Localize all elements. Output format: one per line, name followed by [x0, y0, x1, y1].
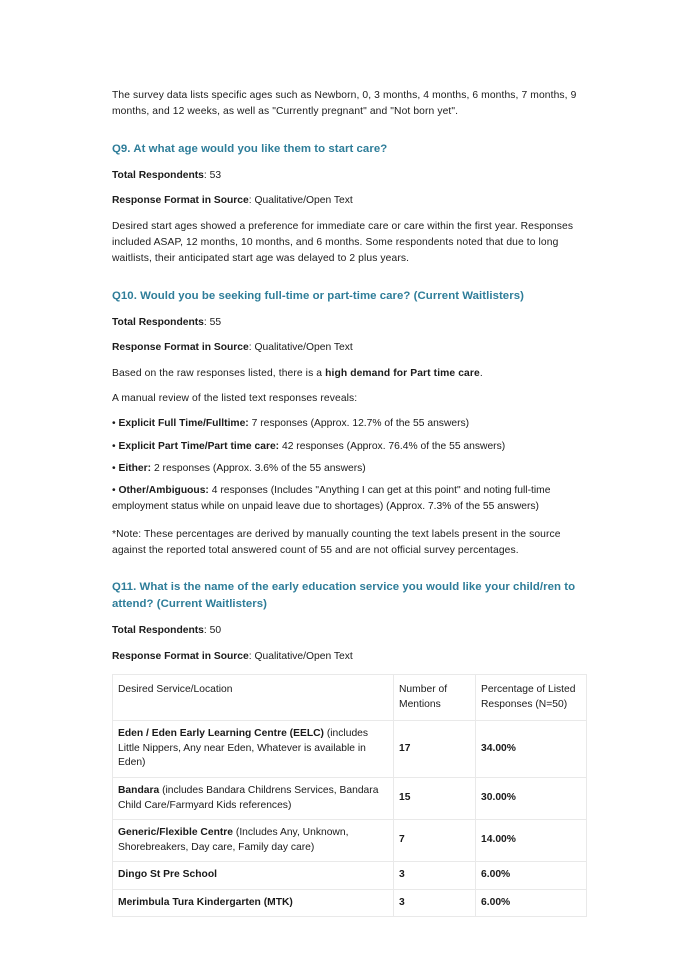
q9-summary: Desired start ages showed a preference for immediate care or care within the first year. Responses included ASAP, 12 months, 10 months, and 6 months. Some respondents noted that due to long waitlists, their anticipated start age was delayed to 2 plus years.	[112, 220, 574, 265]
service-name: Eden / Eden Early Learning Centre (EELC)	[118, 728, 327, 740]
spacer	[112, 268, 586, 288]
q10-response-format-label: Response Format in Source	[112, 342, 249, 354]
service-name: Generic/Flexible Centre	[118, 827, 236, 839]
q11-response-format-label: Response Format in Source	[112, 650, 249, 662]
q10-total-respondents	[112, 315, 586, 331]
q11-heading: Q11. What is the name of the early education service you would like your child/ren to attend? (Current Waitlisters)	[112, 581, 576, 610]
q10-finding-prefix: Based on the raw responses listed, there is a	[112, 367, 326, 379]
list-item	[112, 439, 586, 455]
bullet-marker: •	[112, 462, 116, 474]
colon: :	[203, 625, 210, 637]
spacer	[112, 184, 586, 193]
list-item-text: 4 responses (Includes "Anything I can get at this point" and noting full-time employment status while on unpaid leave due to shortages) (Approx. 7.3% of the 55 answers)	[112, 485, 551, 513]
list-item-text: 42 responses (Approx. 76.4% of the 55 answers)	[279, 440, 506, 452]
spacer	[112, 382, 586, 391]
cell-percentage: 34.00%	[476, 721, 587, 778]
cell-percentage: 14.00%	[476, 820, 587, 862]
list-item-label: Explicit Full Time/Fulltime:	[118, 418, 249, 430]
service-name: Dingo St Pre School	[118, 869, 217, 881]
cell-service	[113, 820, 394, 862]
service-name: Merimbula Tura Kindergarten (MTK)	[118, 896, 293, 908]
q10-response-format	[112, 340, 586, 356]
spacer	[112, 665, 586, 674]
spacer	[112, 559, 586, 579]
column-header-service: Desired Service/Location	[113, 674, 394, 720]
cell-percentage: 30.00%	[476, 777, 587, 819]
spacer	[112, 331, 586, 340]
service-note: (includes Little Nippers, Any near Eden, Whatever is available in Eden)	[118, 728, 369, 769]
q11-total-respondents-value: 50	[209, 625, 222, 637]
cell-percentage: 6.00%	[476, 889, 587, 917]
spacer	[112, 516, 586, 527]
list-item	[112, 483, 586, 516]
spacer	[112, 407, 586, 416]
list-item	[112, 416, 586, 432]
cell-mentions: 3	[394, 889, 476, 917]
colon: :	[248, 650, 255, 662]
q10-finding	[112, 366, 586, 382]
list-item-text: 7 responses (Approx. 12.7% of the 55 answers)	[248, 418, 470, 430]
cell-mentions: 15	[394, 777, 476, 819]
table-row	[113, 820, 587, 862]
q11-response-format-value: Qualitative/Open Text	[254, 650, 353, 662]
table-row	[113, 721, 587, 778]
spacer	[112, 121, 586, 141]
q11-total-respondents-label: Total Respondents	[112, 625, 204, 637]
colon: :	[203, 317, 210, 329]
service-name: Bandara	[118, 784, 163, 796]
q11-results-table	[112, 674, 587, 918]
q9-response-format	[112, 193, 586, 209]
spacer	[112, 612, 586, 623]
document-content	[112, 88, 586, 917]
spacer	[112, 357, 586, 366]
cell-service	[113, 777, 394, 819]
q9-response-format-label: Response Format in Source	[112, 195, 249, 207]
q11-response-format	[112, 649, 586, 665]
bullet-marker: •	[112, 485, 116, 497]
q10-review-intro: A manual review of the listed text responses reveals:	[112, 392, 358, 404]
q9-total-respondents-value: 53	[209, 170, 222, 182]
colon: :	[248, 342, 255, 354]
cell-mentions: 17	[394, 721, 476, 778]
list-item-label: Either:	[118, 462, 152, 474]
q9-heading: Q9. At what age would you like them to start care?	[112, 142, 388, 155]
colon: :	[203, 170, 210, 182]
spacer	[112, 157, 586, 168]
q9-total-respondents-label: Total Respondents	[112, 170, 204, 182]
cell-service	[113, 889, 394, 917]
table-row	[113, 889, 587, 917]
q10-finding-highlight: high demand for Part time care	[325, 367, 480, 379]
list-item-text: 2 responses (Approx. 3.6% of the 55 answers)	[151, 462, 366, 474]
q10-total-respondents-value: 55	[209, 317, 222, 329]
q11-total-respondents	[112, 623, 586, 639]
intro-paragraph: The survey data lists specific ages such as Newborn, 0, 3 months, 4 months, 6 months, 7 months, 9 months, and 12 weeks, as well as "Currently pregnant" and "Not born yet".	[112, 90, 577, 118]
q9-response-format-value: Qualitative/Open Text	[254, 195, 353, 207]
list-item-label: Explicit Part Time/Part time care:	[118, 440, 280, 452]
bullet-marker: •	[112, 440, 116, 452]
service-note: (Includes Any, Unknown, Shorebreakers, Day care, Family day care)	[118, 827, 349, 853]
q10-total-respondents-label: Total Respondents	[112, 317, 204, 329]
cell-service	[113, 721, 394, 778]
table-row	[113, 862, 587, 890]
table-body	[113, 721, 587, 917]
q9-total-respondents	[112, 168, 586, 184]
q10-finding-suffix: .	[479, 367, 483, 379]
cell-service	[113, 862, 394, 890]
cell-mentions: 3	[394, 862, 476, 890]
colon: :	[248, 195, 255, 207]
cell-mentions: 7	[394, 820, 476, 862]
list-item	[112, 461, 586, 477]
q10-note: *Note: These percentages are derived by manually counting the text labels present in the source against the reported total answered count of 55 and are not official survey percentages.	[112, 528, 561, 557]
column-header-percentage: Percentage of Listed Responses (N=50)	[476, 674, 587, 720]
list-item-label: Other/Ambiguous:	[118, 485, 209, 497]
table-row	[113, 777, 587, 819]
q10-bullet-list	[112, 416, 586, 515]
column-header-mentions: Number of Mentions	[394, 674, 476, 720]
spacer	[112, 640, 586, 649]
spacer	[112, 210, 586, 219]
table-header-row	[113, 674, 587, 720]
service-note: (includes Bandara Childrens Services, Bandara Child Care/Farmyard Kids references)	[118, 784, 379, 811]
q10-heading: Q10. Would you be seeking full-time or part-time care? (Current Waitlisters)	[112, 289, 524, 302]
spacer	[112, 304, 586, 315]
table-header	[113, 674, 587, 720]
bullet-marker: •	[112, 418, 116, 430]
cell-percentage: 6.00%	[476, 862, 587, 890]
q10-response-format-value: Qualitative/Open Text	[254, 342, 353, 354]
